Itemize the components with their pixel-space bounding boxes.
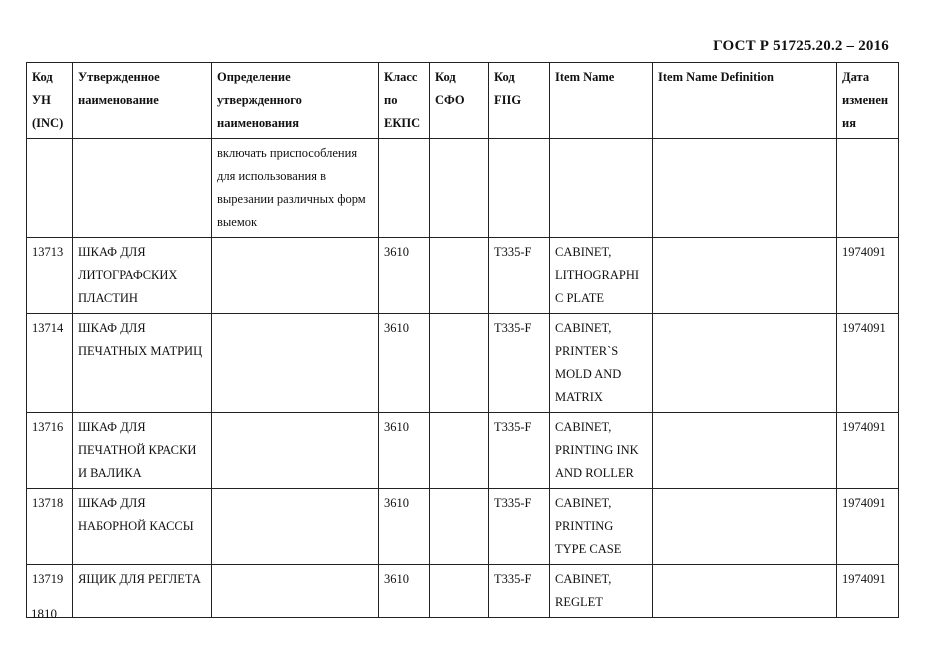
table-row — [27, 413, 899, 489]
approved-name-cell: ШКАФ ДЛЯ НАБОРНОЙ КАССЫ — [73, 489, 212, 565]
table-row — [27, 565, 899, 618]
table-cell — [837, 139, 899, 238]
definition-continuation-cell: включать приспособления для использования в вырезании различных форм выемок — [212, 139, 379, 238]
fiig-code-cell: T335-F — [489, 489, 550, 565]
item-name-definition-cell — [653, 413, 837, 489]
header-item-name-definition: Item Name Definition — [653, 63, 837, 139]
inc-code-cell: 13714 — [27, 314, 73, 413]
item-name-definition-cell — [653, 565, 837, 618]
table-cell — [550, 139, 653, 238]
sfo-code-cell — [430, 238, 489, 314]
approved-name-cell: ЯЩИК ДЛЯ РЕГЛЕТА — [73, 565, 212, 618]
change-date-cell: 1974091 — [837, 489, 899, 565]
table-cell — [430, 139, 489, 238]
item-name-cell: CABINET, PRINTER`S MOLD AND MATRIX — [550, 314, 653, 413]
table-cell — [653, 139, 837, 238]
fiig-code-cell: T335-F — [489, 238, 550, 314]
table-cell — [379, 139, 430, 238]
change-date-cell: 1974091 — [837, 565, 899, 618]
change-date-cell: 1974091 — [837, 238, 899, 314]
definition-cell — [212, 565, 379, 618]
item-name-cell: CABINET, LITHOGRAPHIC PLATE — [550, 238, 653, 314]
table-cell — [73, 139, 212, 238]
header-inc-code: Код УН (INC) — [27, 63, 73, 139]
item-name-definition-cell — [653, 489, 837, 565]
change-date-cell: 1974091 — [837, 413, 899, 489]
table-row — [27, 238, 899, 314]
approved-name-cell: ШКАФ ДЛЯ ПЕЧАТНЫХ МАТРИЦ — [73, 314, 212, 413]
header-item-name: Item Name — [550, 63, 653, 139]
inc-code-cell: 13716 — [27, 413, 73, 489]
definition-cell — [212, 413, 379, 489]
sfo-code-cell — [430, 413, 489, 489]
item-name-definition-cell — [653, 238, 837, 314]
header-change-date: Дата изменен ия — [837, 63, 899, 139]
definition-cell — [212, 238, 379, 314]
table-cell — [489, 139, 550, 238]
approved-name-cell: ШКАФ ДЛЯ ПЕЧАТНОЙ КРАСКИ И ВАЛИКА — [73, 413, 212, 489]
definition-cell — [212, 489, 379, 565]
inc-code-cell: 13718 — [27, 489, 73, 565]
ekps-class-cell: 3610 — [379, 565, 430, 618]
table-cell — [27, 139, 73, 238]
ekps-class-cell: 3610 — [379, 314, 430, 413]
header-ekps-class: Класс по ЕКПС — [379, 63, 430, 139]
inc-code-cell: 13713 — [27, 238, 73, 314]
item-name-cell: CABINET, PRINTING TYPE CASE — [550, 489, 653, 565]
item-name-cell: CABINET, PRINTING INK AND ROLLER — [550, 413, 653, 489]
header-definition: Определение утвержденного наименования — [212, 63, 379, 139]
fiig-code-cell: T335-F — [489, 314, 550, 413]
table-row — [27, 314, 899, 413]
table-row — [27, 489, 899, 565]
change-date-cell: 1974091 — [837, 314, 899, 413]
inc-code-cell: 13719 — [27, 565, 73, 618]
item-name-definition-cell — [653, 314, 837, 413]
ekps-class-cell: 3610 — [379, 413, 430, 489]
header-fiig-code: Код FIIG — [489, 63, 550, 139]
page-number: 1810 — [31, 606, 57, 621]
document-standard-header: ГОСТ Р 51725.20.2 – 2016 — [713, 38, 889, 54]
sfo-code-cell — [430, 565, 489, 618]
header-approved-name: Утвержденное наименование — [73, 63, 212, 139]
fiig-code-cell: T335-F — [489, 565, 550, 618]
header-sfo-code: Код СФО — [430, 63, 489, 139]
ekps-class-cell: 3610 — [379, 489, 430, 565]
fiig-code-cell: T335-F — [489, 413, 550, 489]
table-row-continuation — [27, 139, 899, 238]
table-header-row — [27, 63, 899, 139]
sfo-code-cell — [430, 314, 489, 413]
nomenclature-table — [26, 62, 899, 618]
ekps-class-cell: 3610 — [379, 238, 430, 314]
definition-cell — [212, 314, 379, 413]
approved-name-cell: ШКАФ ДЛЯ ЛИТОГРАФСКИХ ПЛАСТИН — [73, 238, 212, 314]
sfo-code-cell — [430, 489, 489, 565]
item-name-cell: CABINET, REGLET — [550, 565, 653, 618]
